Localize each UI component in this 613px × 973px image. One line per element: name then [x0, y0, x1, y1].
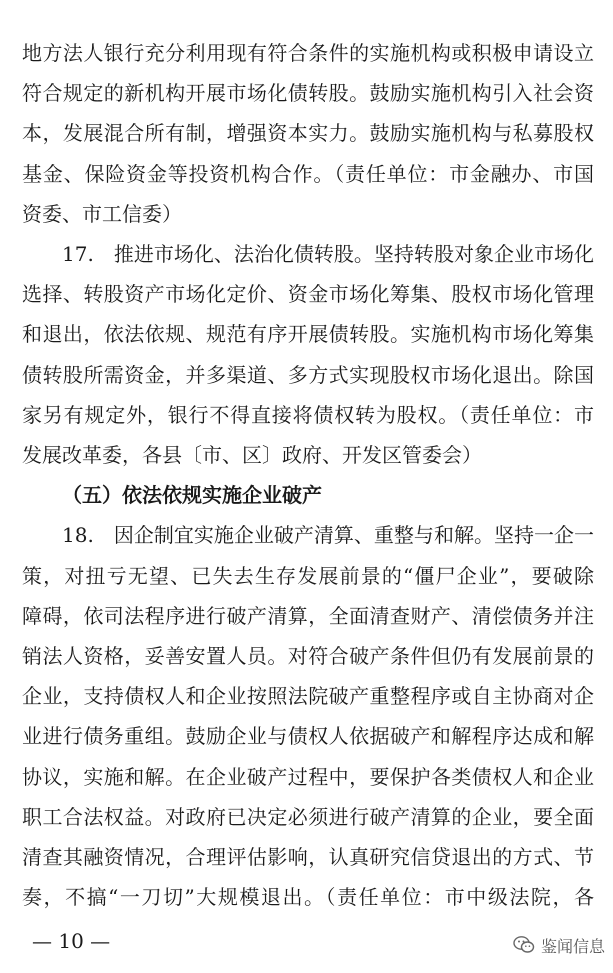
- item-17-line: 债转股所需资金，并多渠道、多方式实现股权市场化退出。除国: [22, 363, 594, 387]
- section-heading: （五）依法依规实施企业破产: [62, 483, 322, 507]
- item-17-line: 发展改革委，各县〔市、区〕政府、开发区管委会）: [22, 443, 482, 467]
- paragraph-line: 符合规定的新机构开展市场化债转股。鼓励实施机构引入社会资: [22, 81, 594, 105]
- paragraph-line: 本，发展混合所有制，增强资本实力。鼓励实施机构与私募股权: [22, 121, 594, 145]
- paragraph-line: 地方法人银行充分利用现有符合条件的实施机构或积极申请设立: [22, 41, 594, 65]
- item-17-line: 家另有规定外，银行不得直接将债权转为股权。（责任单位：市: [22, 403, 594, 427]
- item-18-line: 奏，不搞“一刀切”大规模退出。（责任单位：市中级法院，各: [22, 885, 594, 909]
- wechat-icon: [513, 935, 535, 955]
- item-18-line: 企业，支持债权人和企业按照法院破产重整程序或自主协商对企: [22, 684, 594, 708]
- item-18-line: 协议，实施和解。在企业破产过程中，要保护各类债权人和企业: [22, 765, 594, 789]
- item-18-line: 策，对扭亏无望、已失去生存发展前景的“僵尸企业”，要破除: [22, 564, 594, 588]
- page-number: — 10 —: [32, 929, 111, 953]
- item-17-line: 和退出，依法依规、规范有序开展债转股。实施机构市场化筹集: [22, 322, 594, 346]
- item-17-line: 选择、转股资产市场化定价、资金市场化筹集、股权市场化管理: [22, 282, 594, 306]
- item-18-line: 业进行债务重组。鼓励企业与债权人依据破产和解程序达成和解: [22, 724, 594, 748]
- item-18-line: 清查其融资情况，合理评估影响，认真研究信贷退出的方式、节: [22, 845, 594, 869]
- item-17-line: 17. 推进市场化、法治化债转股。坚持转股对象企业市场化: [62, 242, 594, 266]
- watermark-text: 鉴闻信息: [540, 936, 605, 956]
- paragraph-line: 基金、保险资金等投资机构合作。（责任单位：市金融办、市国: [22, 162, 594, 186]
- item-18-line: 障碍，依司法程序进行破产清算，全面清查财产、清偿债务并注: [22, 604, 594, 628]
- item-18-line: 18. 因企制宜实施企业破产清算、重整与和解。坚持一企一: [62, 523, 594, 547]
- item-18-line: 销法人资格，妥善安置人员。对符合破产条件但仍有发展前景的: [22, 644, 594, 668]
- item-18-line: 职工合法权益。对政府已决定必须进行破产清算的企业，要全面: [22, 805, 594, 829]
- watermark: [513, 932, 605, 958]
- paragraph-line: 资委、市工信委）: [22, 202, 182, 226]
